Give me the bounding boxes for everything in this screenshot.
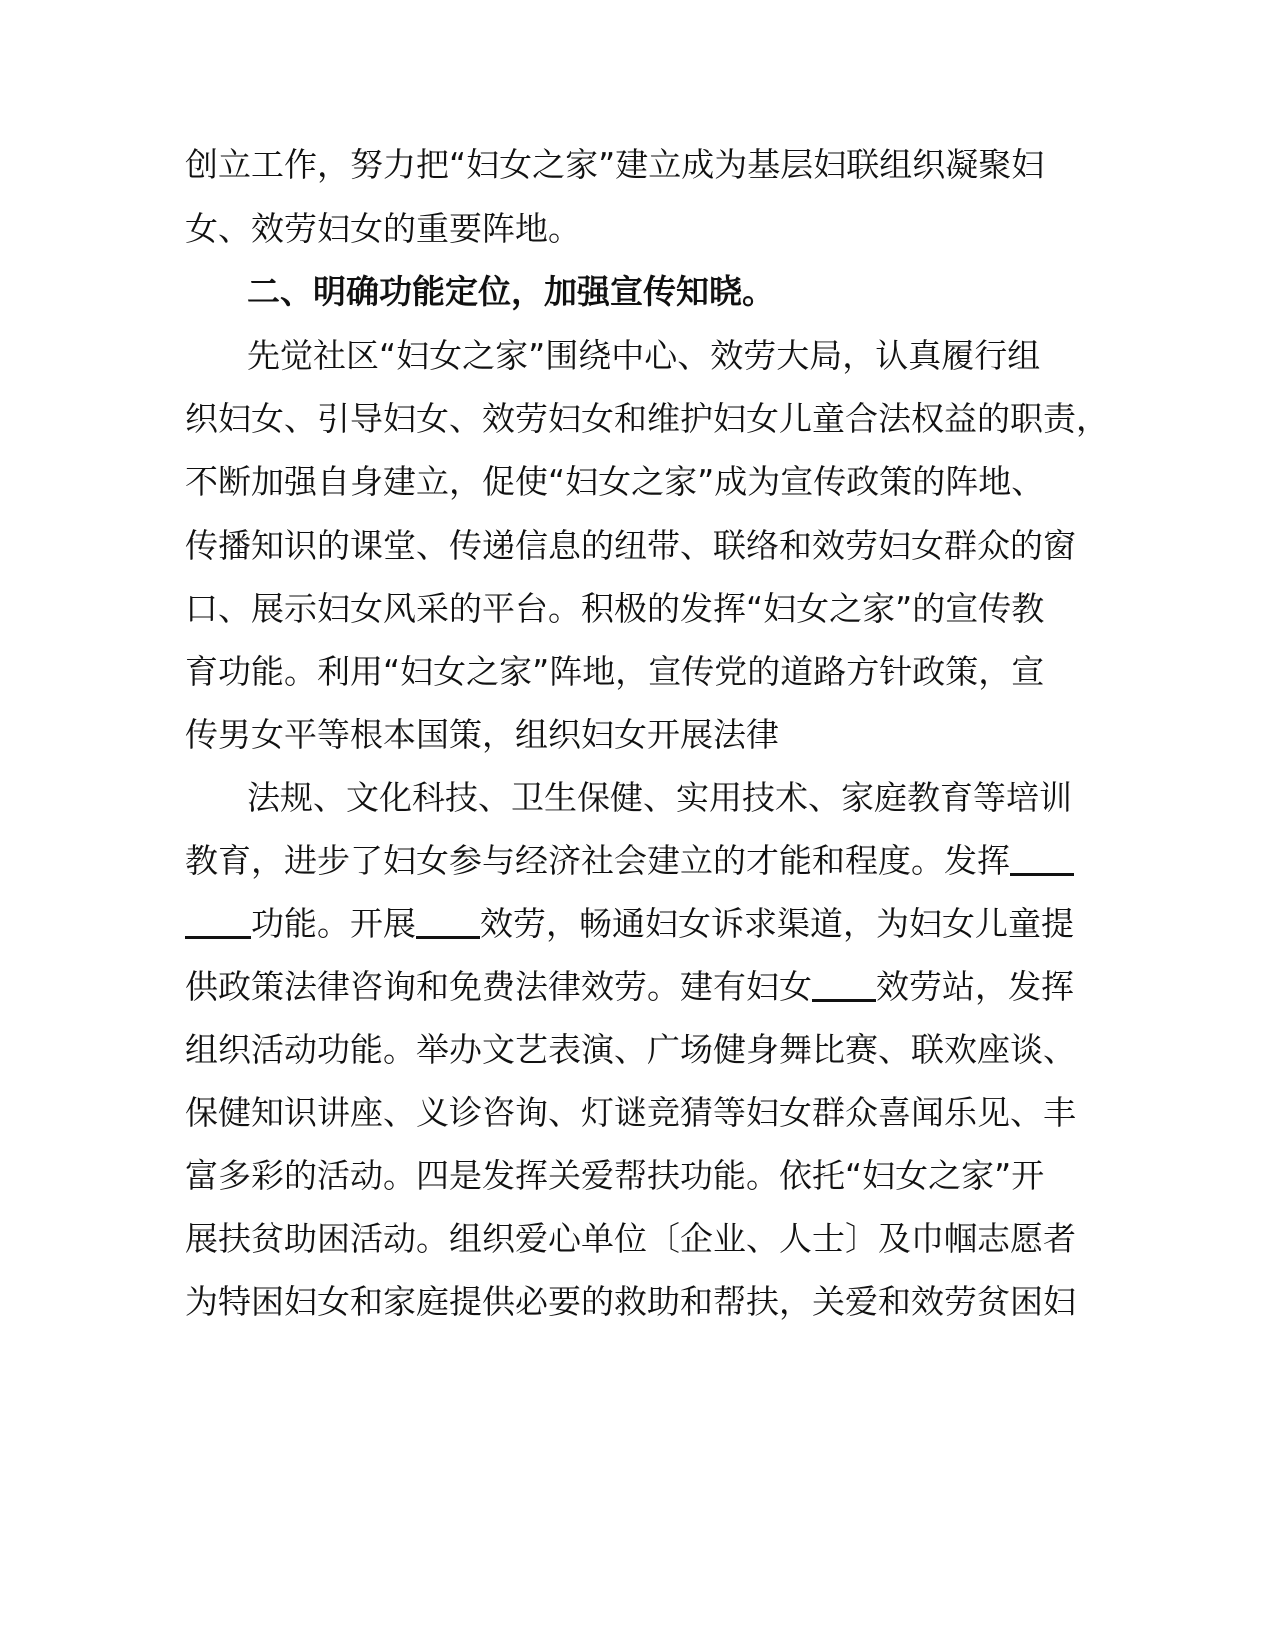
text-line: 创立工作，努力把“妇女之家”建立成为基层妇联组织凝聚妇	[185, 145, 1045, 184]
section-heading: 二、明确功能定位，加强宣传知晓。	[247, 272, 775, 311]
text-line: 富多彩的活动。四是发挥关爱帮扶功能。依托“妇女之家”开	[185, 1156, 1045, 1195]
text-line	[185, 904, 1074, 944]
text-segment: 供政策法律咨询和免费法律效劳。建有妇女	[185, 967, 812, 1006]
text-line: 展扶贫助困活动。组织爱心单位〔企业、人士〕及巾帼志愿者	[185, 1219, 1076, 1258]
text-line: 传男女平等根本国策，组织妇女开展法律	[185, 715, 779, 754]
paragraph-start-line: 先觉社区“妇女之家”围绕中心、效劳大局，认真履行组	[247, 336, 1041, 375]
paragraph-start-line: 法规、文化科技、卫生保健、实用技术、家庭教育等培训	[247, 778, 1072, 817]
text-segment: 教育，进步了妇女参与经济社会建立的才能和程度。发挥	[185, 841, 1010, 880]
text-line: 传播知识的课堂、传递信息的纽带、联络和效劳妇女群众的窗	[185, 526, 1076, 565]
text-segment: 效劳站，发挥	[876, 967, 1074, 1006]
text-line: 织妇女、引导妇女、效劳妇女和维护妇女儿童合法权益的职责，	[185, 399, 1109, 438]
fill-blank	[185, 906, 251, 939]
text-line: 为特困妇女和家庭提供必要的救助和帮扶，关爱和效劳贫困妇	[185, 1282, 1076, 1321]
text-line: 口、展示妇女风采的平台。积极的发挥“妇女之家”的宣传教	[185, 589, 1045, 628]
text-line: 女、效劳妇女的重要阵地。	[185, 209, 581, 248]
text-line: 育功能。利用“妇女之家”阵地，宣传党的道路方针政策，宣	[185, 652, 1045, 691]
text-segment: 效劳，畅通妇女诉求渠道，为妇女儿童提	[480, 904, 1074, 943]
text-line	[185, 841, 1074, 881]
fill-blank	[1010, 843, 1074, 876]
fill-blank	[416, 906, 480, 939]
text-line	[185, 967, 1074, 1007]
text-line: 组织活动功能。举办文艺表演、广场健身舞比赛、联欢座谈、	[185, 1030, 1076, 1069]
text-segment: 功能。开展	[251, 904, 416, 943]
text-line: 不断加强自身建立，促使“妇女之家”成为宣传政策的阵地、	[185, 462, 1045, 501]
fill-blank	[812, 969, 876, 1002]
text-line: 保健知识讲座、义诊咨询、灯谜竞猜等妇女群众喜闻乐见、丰	[185, 1093, 1076, 1132]
